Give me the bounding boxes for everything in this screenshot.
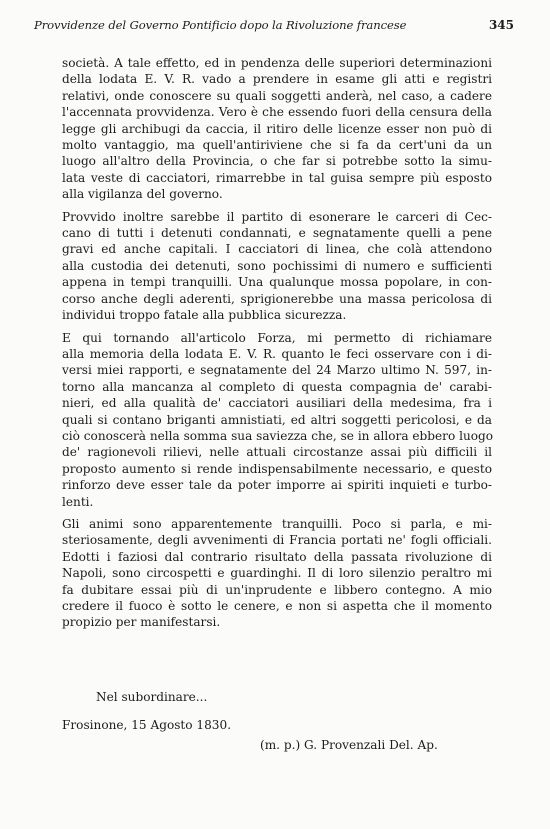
body-text	[62, 55, 492, 631]
text-line: nieri, ed alla qualità de' cacciatori ausiliari della medesima, fra i	[62, 396, 492, 411]
text-line: Napoli, sono circospetti e guardinghi. Il di loro silenzio peraltro mi	[62, 566, 492, 581]
text-line: Gli animi sono apparentemente tranquilli. Poco si parla, e mi-	[62, 516, 492, 531]
text-line: corso anche degli aderenti, sprigionerebbe una massa pericolosa di	[62, 291, 492, 306]
closing-formula: Nel subordinare...	[96, 690, 208, 704]
text-line: de' ragionevoli rilievi, nelle attuali circostanze assai più difficili il	[62, 445, 492, 460]
text-line: appena in tempi tranquilli. Una qualunque mossa popolare, in con-	[62, 275, 492, 290]
text-line: cano di tutti i detenuti condannati, e segnatamente quelli a pene	[62, 226, 492, 241]
text-line: fa dubitare essai più di un'inprudente e libbero contegno. A mio	[62, 582, 492, 597]
text-line: propizio per manifestarsi.	[62, 615, 221, 630]
text-line: molto vantaggio, ma quell'antiriviene che si fa da cert'uni da un	[62, 138, 492, 153]
text-line: Provvido inoltre sarebbe il partito di esonerare le carceri di Cec-	[62, 209, 492, 224]
place-and-date: Frosinone, 15 Agosto 1830.	[62, 718, 232, 732]
paragraph-4	[62, 516, 492, 631]
text-line: l'accennata provvidenza. Vero è che essendo fuori della censura della	[62, 105, 492, 120]
text-line: società. A tale effetto, ed in pendenza delle superiori determinazioni	[62, 56, 492, 70]
text-line: quali si contano briganti amnistiati, ed altri soggetti pericolosi, e da	[62, 412, 492, 427]
paragraph-1	[62, 55, 492, 203]
text-line: versi miei rapporti, e segnatamente del 24 Marzo ultimo N. 597, in-	[62, 363, 492, 378]
text-line: della lodata E. V. R. vado a prendere in esame gli atti e registri	[62, 72, 492, 87]
text-line: lenti.	[62, 494, 94, 509]
text-line: E qui tornando all'articolo Forza, mi permetto di richiamare	[62, 330, 492, 345]
text-line: alla vigilanza del governo.	[62, 187, 223, 202]
page-number: 345	[488, 18, 514, 32]
text-line: lata veste di cacciatori, rimarrebbe in tal guisa sempre più esposto	[62, 170, 492, 185]
text-line: alla memoria della lodata E. V. R. quanto le feci osservare con i di-	[62, 346, 492, 361]
text-line: steriosamente, degli avvenimenti di Francia portati ne' fogli officiali.	[62, 533, 492, 548]
text-line: legge gli archibugi da caccia, il ritiro delle licenze esser non può di	[62, 121, 492, 136]
text-line: luogo all'altro della Provincia, o che far si potrebbe sotto la simu-	[62, 154, 492, 169]
text-line: Edotti i faziosi dal contrario risultato della passata rivoluzione di	[62, 549, 492, 564]
text-line: credere il fuoco è sotto le cenere, e non si aspetta che il momento	[62, 599, 492, 613]
text-line: proposto aumento si rende indispensabilmente necessario, e questo	[62, 461, 492, 476]
text-line: torno alla mancanza al completo di questa compagnia de' carabi-	[62, 379, 492, 394]
text-line: gravi ed anche capitali. I cacciatori di linea, che colà attendono	[62, 242, 492, 257]
running-title: Provvidenze del Governo Pontificio dopo la Rivoluzione francese	[34, 18, 407, 32]
text-line: alla custodia dei detenuti, sono pochissimi di numero e sufficienti	[62, 258, 492, 273]
signature: (m. p.) G. Provenzali Del. Ap.	[260, 738, 438, 752]
text-line: individui troppo fatale alla pubblica sicurezza.	[62, 308, 347, 323]
paragraph-3	[62, 330, 492, 510]
text-line: rinforzo deve esser tale da poter imporre ai spiriti inquieti e turbo-	[62, 478, 492, 493]
text-line: relativi, onde conoscere su quali soggetti anderà, nel caso, a cadere	[62, 88, 492, 103]
paragraph-2	[62, 209, 492, 324]
text-line: ciò conoscerà nella somma sua saviezza che, se in allora ebbero luogo	[62, 428, 494, 443]
